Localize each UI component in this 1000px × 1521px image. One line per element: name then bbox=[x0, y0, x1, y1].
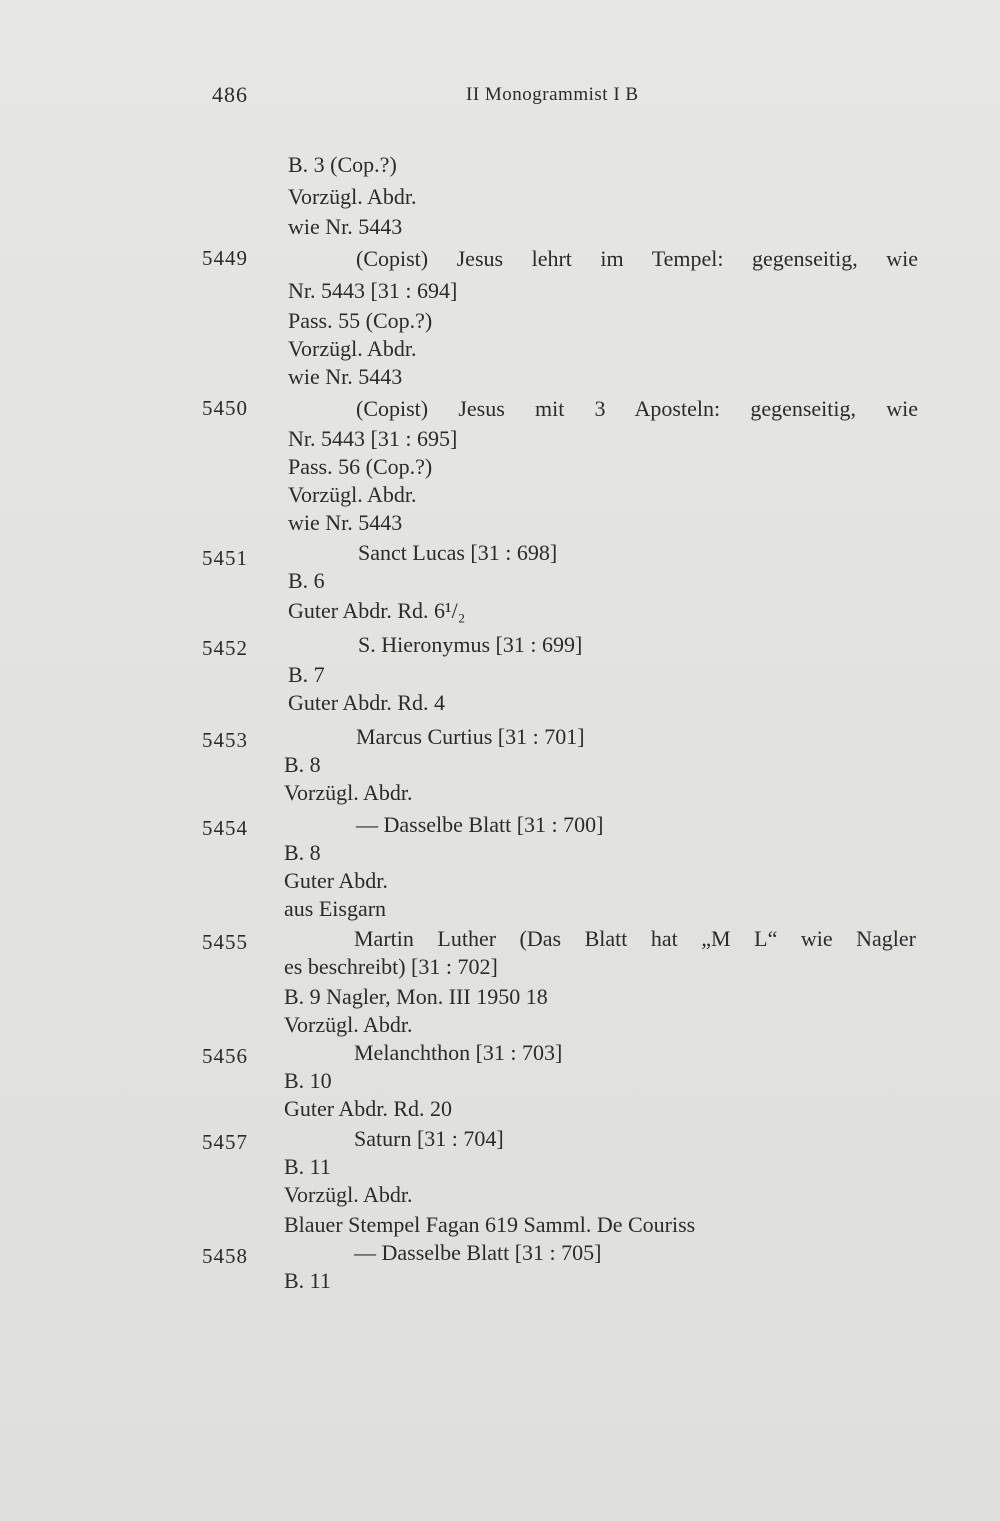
detail-line: Guter Abdr. Rd. 4 bbox=[288, 690, 446, 715]
detail-line: aus Eisgarn bbox=[284, 896, 387, 921]
detail-line: Blauer Stempel Fagan 619 Samml. De Couriss bbox=[284, 1212, 696, 1237]
entry-title: Melanchthon [31 : 703] bbox=[354, 1040, 563, 1065]
detail-line: B. 8 bbox=[284, 752, 321, 777]
detail-line: wie Nr. 5443 bbox=[288, 510, 403, 535]
page-header bbox=[0, 82, 1000, 112]
detail-line: B. 9 Nagler, Mon. III 1950 18 bbox=[284, 984, 548, 1009]
entry-title-text: Martin Luther (Das Blatt hat „M L“ wie Nagler bbox=[354, 926, 916, 951]
entry-title-continuation: es beschreibt) [31 : 702] bbox=[284, 954, 498, 979]
detail-line: Vorzügl. Abdr. bbox=[288, 336, 417, 361]
entry-number: 5454 bbox=[202, 816, 248, 840]
detail-line: wie Nr. 5443 bbox=[288, 364, 403, 389]
entry-title bbox=[288, 396, 918, 422]
entry-number: 5450 bbox=[202, 396, 248, 420]
entry-number: 5449 bbox=[202, 246, 248, 270]
entry-title bbox=[288, 246, 918, 272]
detail-line: B. 11 bbox=[284, 1268, 331, 1293]
entry-title: — Dasselbe Blatt [31 : 700] bbox=[356, 812, 604, 837]
detail-line: Guter Abdr. bbox=[284, 868, 388, 893]
detail-line: B. 10 bbox=[284, 1068, 332, 1093]
entry-number: 5452 bbox=[202, 636, 248, 660]
entry-number: 5451 bbox=[202, 546, 248, 570]
entry-title: Sanct Lucas [31 : 698] bbox=[358, 540, 558, 565]
entry-number: 5457 bbox=[202, 1130, 248, 1154]
detail-line: Vorzügl. Abdr. bbox=[284, 780, 413, 805]
entry-number: 5455 bbox=[202, 930, 248, 954]
entry-title-continuation: Nr. 5443 [31 : 694] bbox=[288, 278, 458, 303]
detail-line: Vorzügl. Abdr. bbox=[284, 1012, 413, 1037]
entry-title-continuation: Nr. 5443 [31 : 695] bbox=[288, 426, 458, 451]
entry-title: — Dasselbe Blatt [31 : 705] bbox=[354, 1240, 602, 1265]
entry-title-text: (Copist) Jesus mit 3 Aposteln: gegenseitig, wie bbox=[356, 396, 918, 421]
entry-number: 5453 bbox=[202, 728, 248, 752]
entry-number: 5456 bbox=[202, 1044, 248, 1068]
detail-line: Vorzügl. Abdr. bbox=[288, 482, 417, 507]
detail-line: Vorzügl. Abdr. bbox=[288, 184, 417, 209]
detail-line: Guter Abdr. Rd. 6¹/₂ bbox=[288, 598, 466, 623]
entry-title: S. Hieronymus [31 : 699] bbox=[358, 632, 583, 657]
entry-title bbox=[286, 926, 916, 952]
detail-line: Pass. 55 (Cop.?) bbox=[288, 308, 433, 333]
entry-title: Marcus Curtius [31 : 701] bbox=[356, 724, 585, 749]
detail-line: B. 7 bbox=[288, 662, 325, 687]
detail-line: B. 6 bbox=[288, 568, 325, 593]
running-head: II Monogrammist I B bbox=[466, 84, 639, 105]
detail-line: wie Nr. 5443 bbox=[288, 214, 403, 239]
entry-title: Saturn [31 : 704] bbox=[354, 1126, 504, 1151]
detail-line: B. 8 bbox=[284, 840, 321, 865]
detail-line: B. 11 bbox=[284, 1154, 331, 1179]
page-number: 486 bbox=[212, 82, 248, 107]
detail-line: Guter Abdr. Rd. 20 bbox=[284, 1096, 453, 1121]
entry-number: 5458 bbox=[202, 1244, 248, 1268]
detail-line: B. 3 (Cop.?) bbox=[288, 152, 397, 177]
detail-line: Vorzügl. Abdr. bbox=[284, 1182, 413, 1207]
detail-line: Pass. 56 (Cop.?) bbox=[288, 454, 433, 479]
entry-title-text: (Copist) Jesus lehrt im Tempel: gegenseitig, wie bbox=[356, 246, 918, 271]
